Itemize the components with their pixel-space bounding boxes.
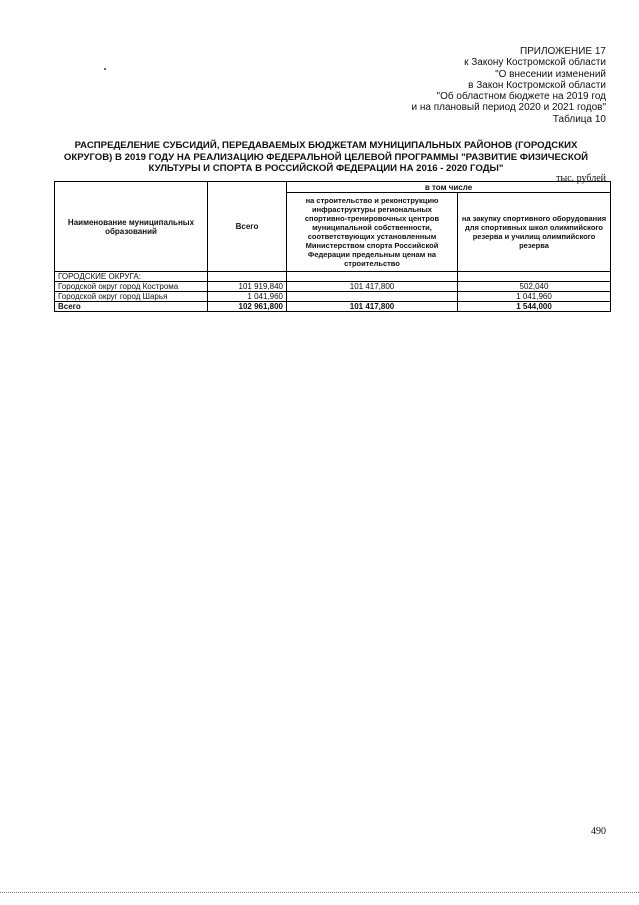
header-name: Наименование муниципальных образований: [55, 182, 208, 272]
section-row: [55, 272, 611, 282]
row-construction: 101 417,800: [287, 282, 458, 292]
scan-speck: [104, 68, 106, 70]
appendix-line: "Об областном бюджете на 2019 год: [436, 91, 606, 103]
row-construction: [287, 292, 458, 302]
section-label: ГОРОДСКИЕ ОКРУГА:: [55, 272, 208, 282]
document-title: [52, 140, 600, 175]
row-equipment: 1 041,960: [458, 292, 611, 302]
table-row: [55, 282, 611, 292]
row-name: Городской округ город Кострома: [55, 282, 208, 292]
total-equipment: 1 544,000: [458, 302, 611, 312]
row-total: 101 919,840: [208, 282, 287, 292]
unit-label: тыс. рублей: [556, 173, 606, 184]
total-sum: 102 961,800: [208, 302, 287, 312]
total-construction: 101 417,800: [287, 302, 458, 312]
header-including: в том числе: [287, 182, 611, 193]
title-line: КУЛЬТУРЫ И СПОРТА В РОССИЙСКОЙ ФЕДЕРАЦИИ НА 2016 - 2020 ГОДЫ": [148, 163, 504, 175]
appendix-line: ПРИЛОЖЕНИЕ 17: [519, 46, 606, 57]
subsidy-table: [54, 181, 611, 312]
table-number: Таблица 10: [552, 113, 606, 125]
appendix-line: в Закон Костромской области: [468, 79, 606, 91]
row-total: 1 041,960: [208, 292, 287, 302]
appendix-line: и на плановый период 2020 и 2021 годов": [411, 102, 606, 114]
total-label: Всего: [55, 302, 208, 312]
title-line: РАСПРЕДЕЛЕНИЕ СУБСИДИЙ, ПЕРЕДАВАЕМЫХ БЮДЖЕТАМ МУНИЦИПАЛЬНЫХ РАЙОНОВ (ГОРОДСКИХ: [74, 140, 578, 151]
table-row: [55, 292, 611, 302]
scan-edge-line: [0, 892, 639, 893]
header-equipment: на закупку спортивного оборудования для спортивных школ олимпийского резерва и училищ олимпийского резерва: [458, 193, 611, 272]
appendix-header: [411, 46, 606, 125]
header-construction: на строительство и реконструкцию инфраструктуры региональных спортивно-тренировочных центров муниципальной собственности, соответствующих установленным Министерством спорта Российской Федерации предельным ценам на строительство: [287, 193, 458, 272]
header-total: Всего: [208, 182, 287, 272]
row-equipment: 502,040: [458, 282, 611, 292]
page-number: 490: [591, 826, 606, 837]
total-row: [55, 302, 611, 312]
appendix-line: к Закону Костромской области: [464, 57, 606, 69]
appendix-line: "О внесении изменений: [495, 68, 606, 80]
title-line: ОКРУГОВ) В 2019 ГОДУ НА РЕАЛИЗАЦИЮ ФЕДЕРАЛЬНОЙ ЦЕЛЕВОЙ ПРОГРАММЫ "РАЗВИТИЕ ФИЗИЧЕСКОЙ: [63, 151, 589, 163]
row-name: Городской округ город Шарья: [55, 292, 208, 302]
